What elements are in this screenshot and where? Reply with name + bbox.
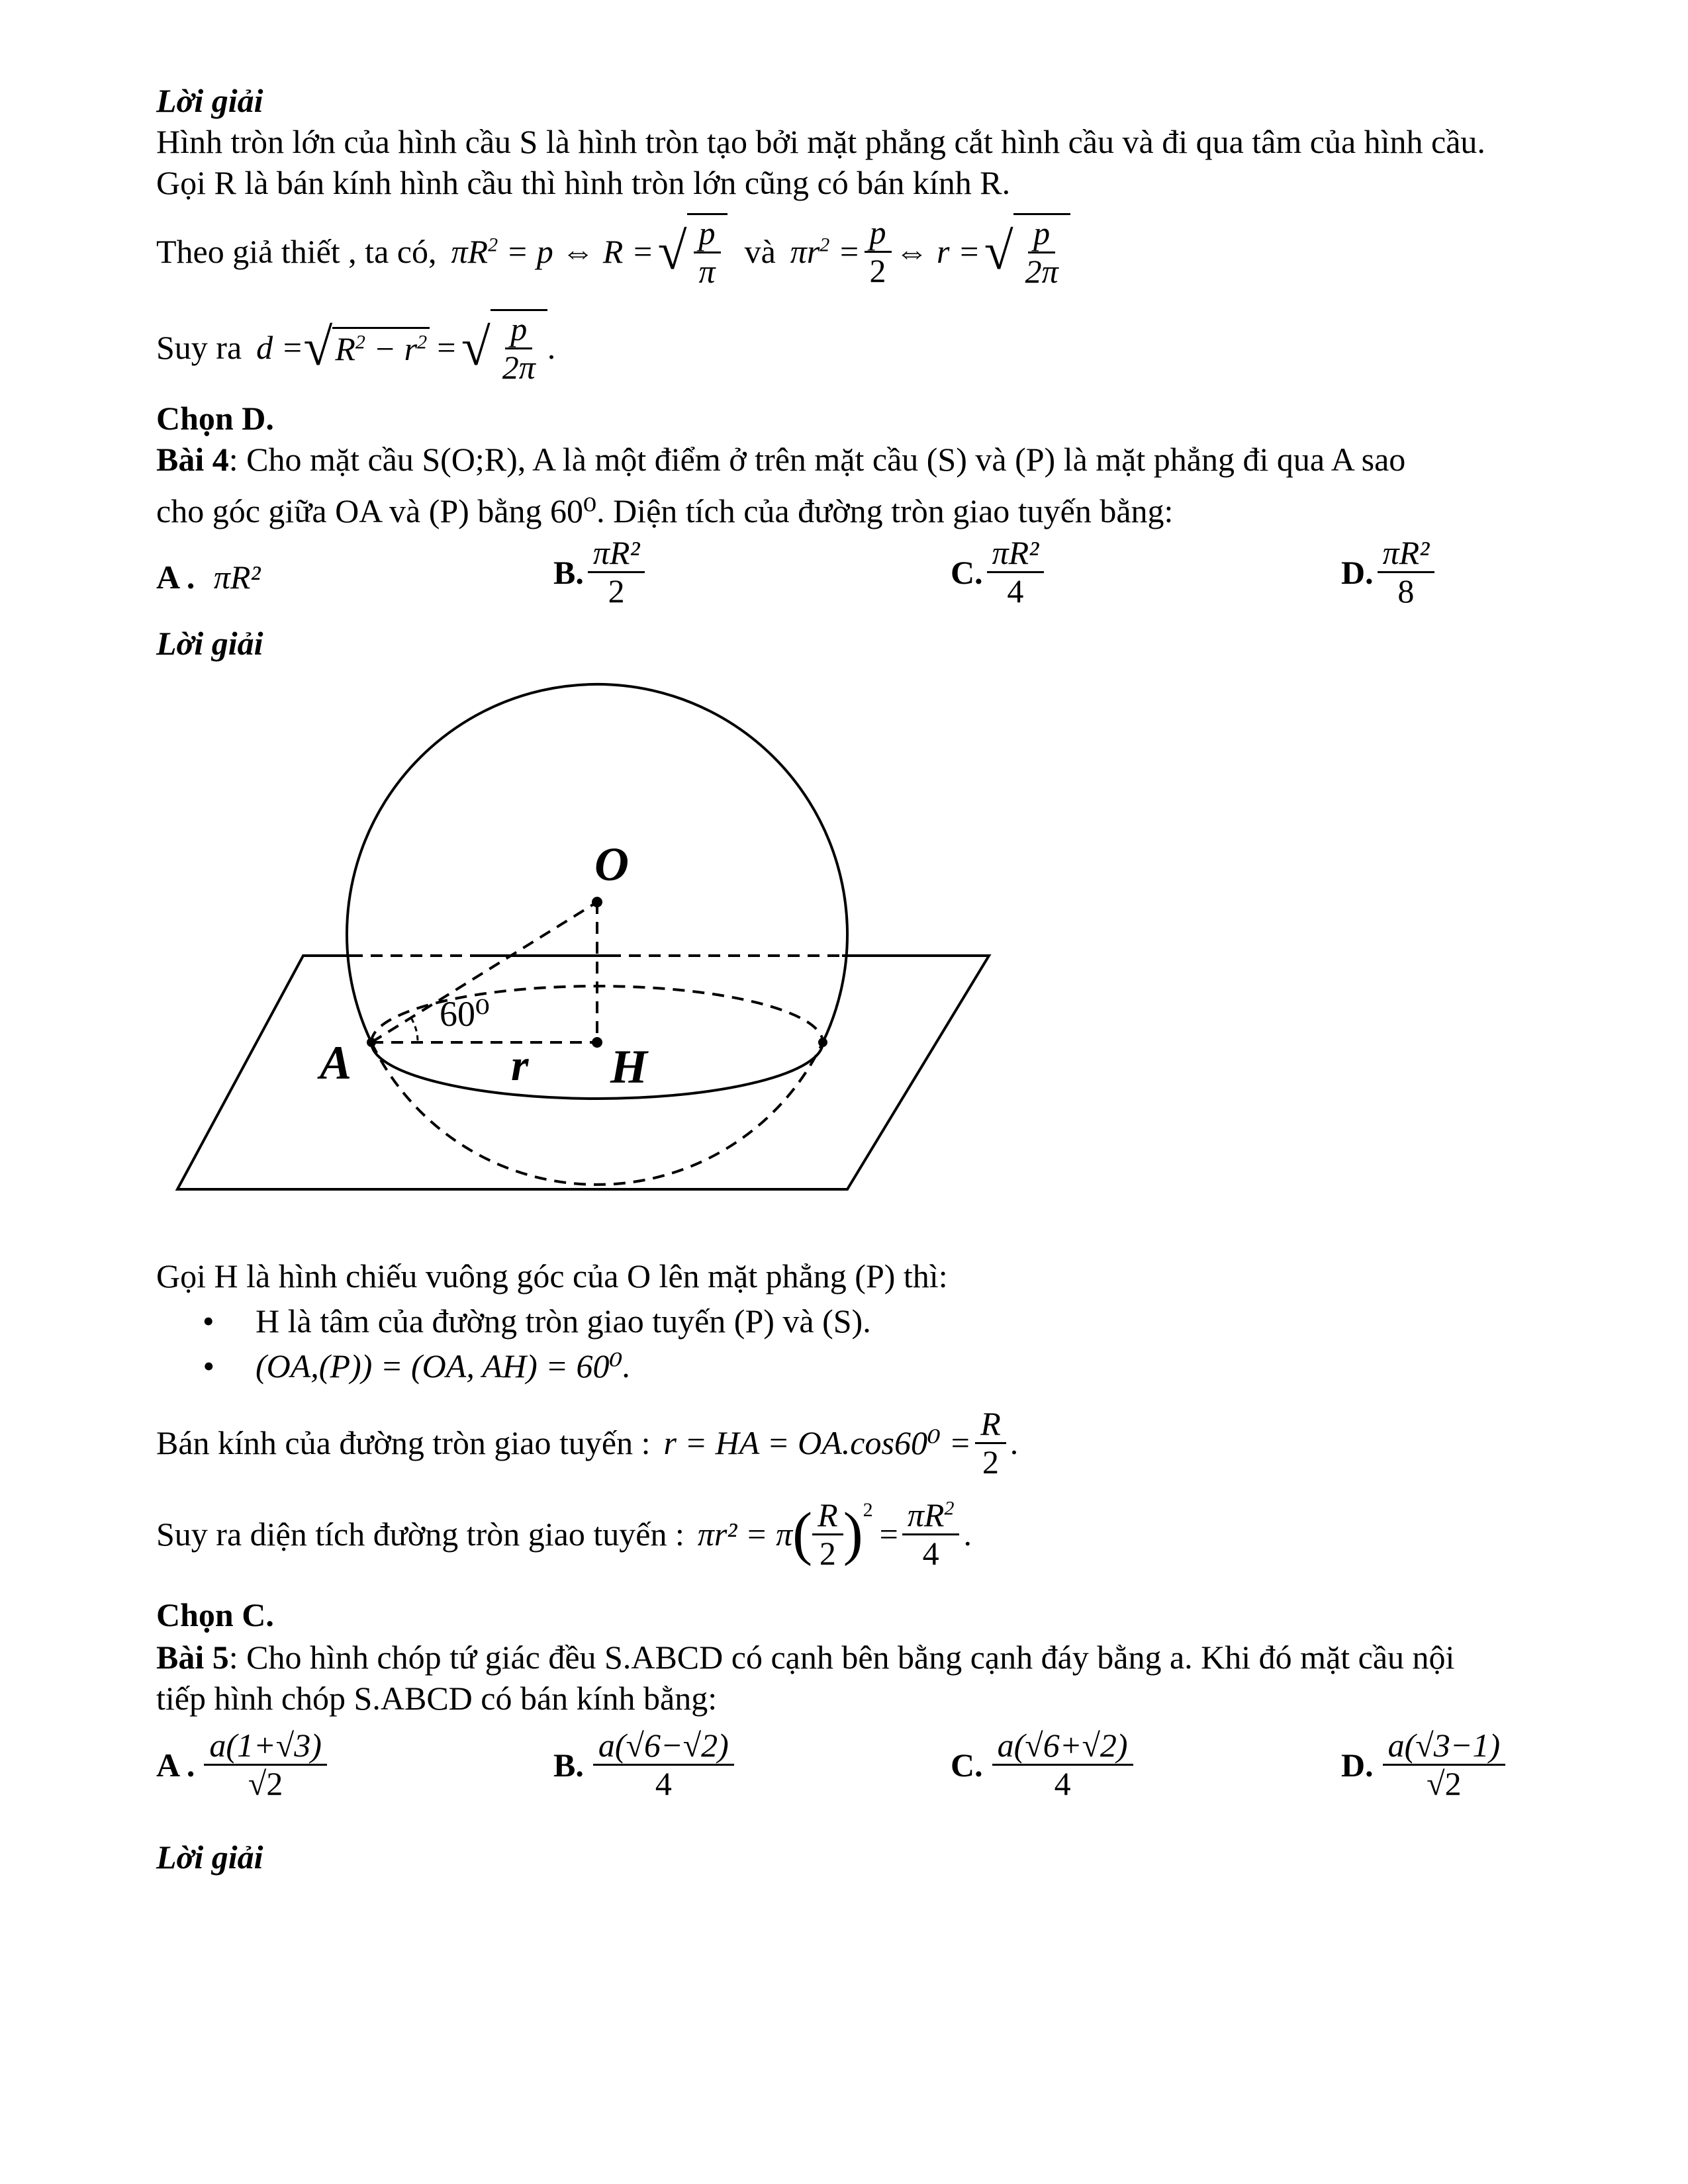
p5-option-c: C. $\frac{a(√6+√2)}{4}$ bbox=[951, 1727, 1137, 1802]
p5-option-d: D. $\frac{a(√3-1)}{√2}$ bbox=[1341, 1727, 1509, 1802]
p4-area-formula: πr² = π bbox=[697, 1516, 793, 1553]
p3-line2: Gọi R là bán kính hình cầu thì hình tròn lớn cũng có bán kính R. bbox=[156, 164, 1011, 201]
p4-option-a: A . πR² bbox=[156, 559, 261, 596]
p5-title: Bài 5 bbox=[156, 1639, 229, 1676]
p3-and: và bbox=[744, 233, 776, 270]
label-angle: 60⁰ bbox=[440, 994, 490, 1034]
p4-area-text: Suy ra diện tích đường tròn giao tuyến : bbox=[156, 1516, 684, 1553]
p4-area-line: Suy ra diện tích đường tròn giao tuyến : πr² = π ( $\frac{R}{2}$ ) $^2$ = $\frac{\pi R^2}{4}$ . bbox=[156, 1496, 972, 1572]
label-r: r bbox=[511, 1040, 529, 1090]
point-A bbox=[367, 1038, 376, 1047]
p4-bullet-list bbox=[156, 1301, 1613, 1391]
point-B bbox=[818, 1038, 827, 1047]
p3-distance-formula: Suy ra d = √ $R^2 - r^2$ = √ $\frac{p}{2\pi}$ . bbox=[156, 310, 556, 386]
label-H: H bbox=[610, 1040, 648, 1093]
p4-radius-line: Bán kính của đường tròn giao tuyến : r = HA = OA.cos60⁰ = $\frac{R}{2}$ . bbox=[156, 1404, 1019, 1480]
p4-statement-line2: cho góc giữa OA và (P) bằng 60⁰. Diện tích của đường tròn giao tuyến bằng: bbox=[156, 492, 1174, 529]
p3-theo-text: Theo giả thiết , ta có, bbox=[156, 233, 437, 270]
p4-intro: Gọi H là hình chiếu vuông góc của O lên mặt phẳng (P) thì: bbox=[156, 1257, 948, 1295]
p4-option-d: D. $\frac{\text{πR²}}{8}$ bbox=[1341, 535, 1438, 610]
p3-choose: Chọn D. bbox=[156, 400, 274, 437]
p4-solution-label: Lời giải bbox=[156, 625, 263, 662]
p4-choose: Chọn C. bbox=[156, 1596, 274, 1633]
p4-bullet-2: • (OA,(P)) = (OA, AH) = 60⁰. bbox=[156, 1346, 1613, 1391]
p4-bullet-1: • H là tâm của đường tròn giao tuyến (P) và (S). bbox=[156, 1301, 1613, 1346]
p4-radius-text: Bán kính của đường tròn giao tuyến : bbox=[156, 1424, 651, 1461]
p5-option-b: B. $\frac{a(√6-√2)}{4}$ bbox=[553, 1727, 738, 1802]
p3-suy-ra: Suy ra bbox=[156, 329, 242, 366]
p3-line1: Hình tròn lớn của hình cầu S là hình tròn tạo bởi mặt phẳng cắt hình cầu và đi qua tâm của hình cầu. bbox=[156, 123, 1485, 160]
solution-label: Lời giải bbox=[156, 82, 263, 119]
sphere-lower-hidden bbox=[371, 1042, 823, 1185]
p4-option-c: C. $\frac{\text{πR²}}{4}$ bbox=[951, 535, 1048, 610]
angle-arc bbox=[411, 1018, 418, 1042]
p5-statement-line1: Bài 5: Cho hình chóp tứ giác đều S.ABCD có cạnh bên bằng cạnh đáy bằng a. Khi đó mặt cầu nội bbox=[156, 1639, 1455, 1676]
ellipse-front bbox=[371, 1042, 823, 1099]
p3-given-formula: Theo giả thiết , ta có, $\pi R^2 = p$ ⇔ R = √ $\frac{p}{\pi}$ và $\pi r^2$ = $\frac{p}{2}$ ⇔ r = √ $\frac{p}{2\pi}$ bbox=[156, 205, 1613, 298]
p5-statement-line2: tiếp hình chóp S.ABCD có bán kính bằng: bbox=[156, 1680, 718, 1717]
p5-option-a: A . $\frac{a(1+√3)}{√2}$ bbox=[156, 1727, 331, 1802]
p5-solution-label: Lời giải bbox=[156, 1839, 263, 1876]
p5-options bbox=[156, 1727, 1613, 1827]
p4-radius-formula: r = HA = OA.cos60⁰ = bbox=[663, 1424, 972, 1461]
label-O: O bbox=[594, 838, 629, 891]
point-H bbox=[592, 1037, 602, 1048]
label-A: A bbox=[320, 1036, 352, 1089]
p4-title: Bài 4 bbox=[156, 441, 229, 478]
plane-outline bbox=[177, 956, 989, 1189]
p4-option-b: B. $\frac{\text{πR²}}{2}$ bbox=[553, 535, 649, 610]
point-O bbox=[592, 897, 602, 907]
p4-statement-line1: Bài 4: Cho mặt cầu S(O;R), A là một điểm ở trên mặt cầu (S) và (P) là mặt phẳng đi qua A sao bbox=[156, 441, 1406, 478]
